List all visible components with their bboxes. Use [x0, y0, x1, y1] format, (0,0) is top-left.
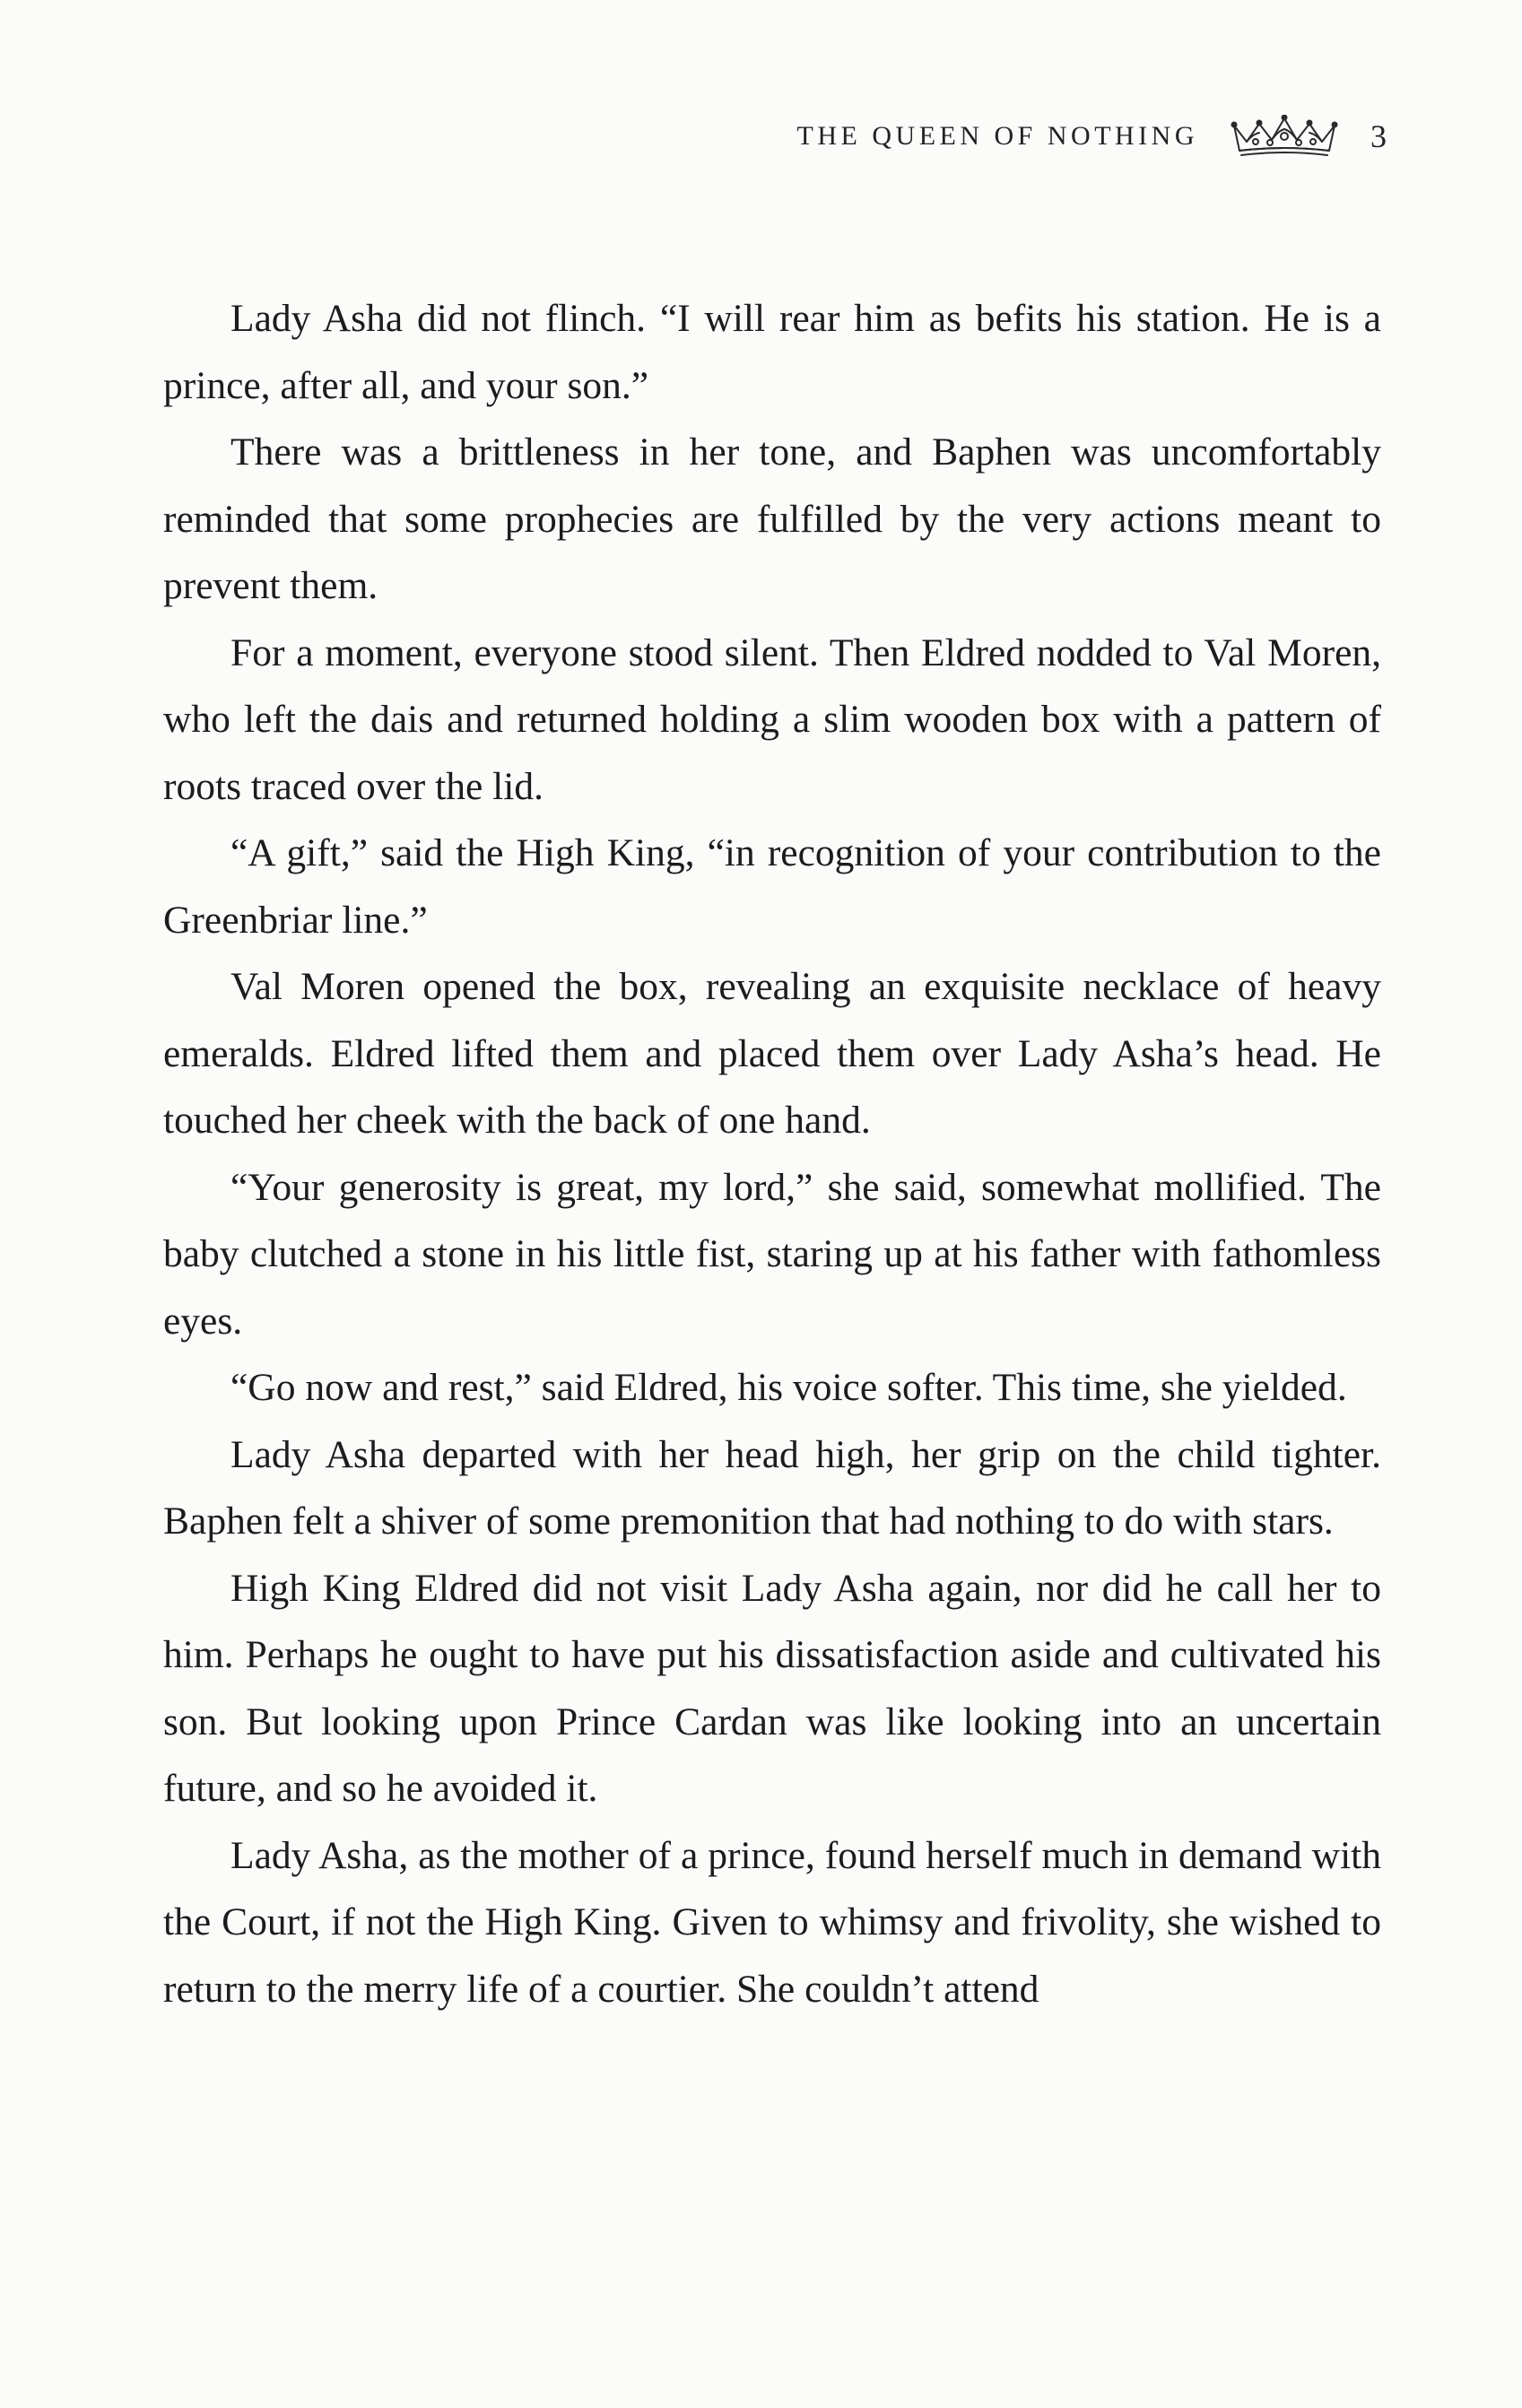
- page-number: 3: [1370, 118, 1387, 154]
- running-title: THE QUEEN OF NOTHING: [796, 121, 1198, 151]
- paragraph: High King Eldred did not visit Lady Asha again, nor did he call her to him. Perhaps he ought to have put his dissatisfaction aside and cultivated his son. But looking upon Prince Cardan was like looking into an uncertain future, and so he avoided it.: [163, 1566, 1381, 1810]
- paragraph: Lady Asha departed with her head high, her grip on the child tighter. Baphen felt a shiver of some premonition that had nothing to do with stars.: [163, 1432, 1381, 1543]
- paragraph: For a moment, everyone stood silent. Then Eldred nodded to Val Moren, who left the dais and returned holding a slim wooden box with a pattern of roots traced over the lid.: [163, 630, 1381, 808]
- paragraph: Lady Asha did not flinch. “I will rear him as befits his station. He is a prince, after all, and your son.”: [163, 297, 1381, 407]
- body-text: [163, 285, 1381, 2022]
- paragraph: Lady Asha, as the mother of a prince, found herself much in demand with the Court, if not the High King. Given to whimsy and frivolity, she wished to return to the merry life of a courtier. She couldn’t attend: [163, 1833, 1381, 2011]
- running-head: [741, 113, 1387, 160]
- paragraph: “A gift,” said the High King, “in recognition of your contribution to the Greenbriar line.”: [163, 831, 1381, 942]
- paragraph: Val Moren opened the box, revealing an exquisite necklace of heavy emeralds. Eldred lifted them and placed them over Lady Asha’s head. He touched her cheek with the back of one hand.: [163, 965, 1381, 1142]
- paragraph: There was a brittleness in her tone, and Baphen was uncomfortably reminded that some prophecies are fulfilled by the very actions meant to prevent them.: [163, 430, 1381, 607]
- paragraph: “Your generosity is great, my lord,” she said, somewhat mollified. The baby clutched a stone in his little fist, staring up at his father with fathomless eyes.: [163, 1165, 1381, 1343]
- crown-icon: [1229, 115, 1340, 158]
- paragraph: “Go now and rest,” said Eldred, his voice softer. This time, she yielded.: [230, 1366, 1347, 1409]
